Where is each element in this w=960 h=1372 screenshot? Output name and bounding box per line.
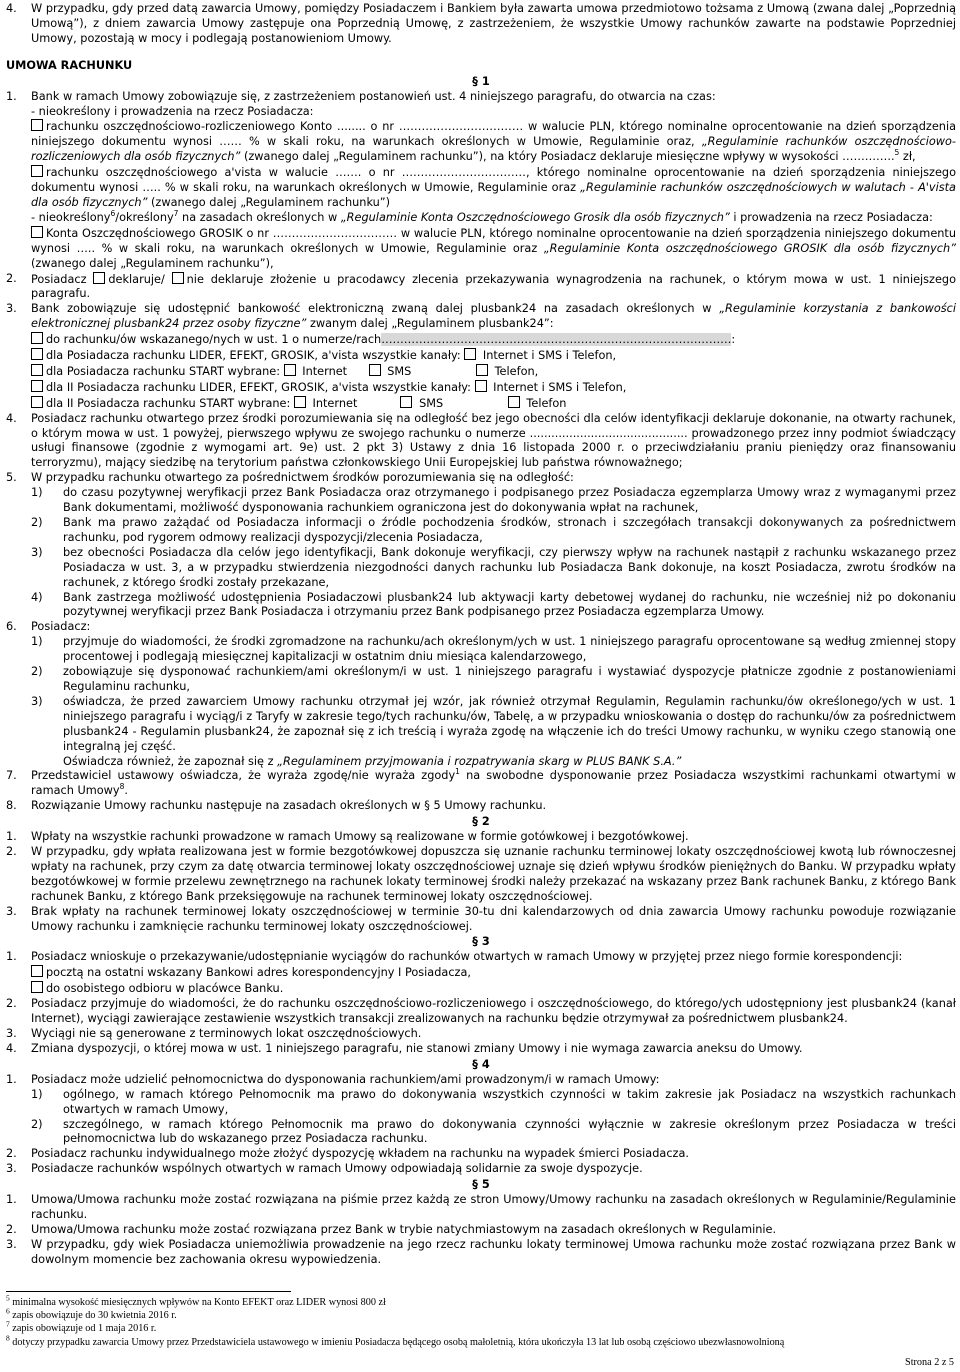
checkbox[interactable]: [31, 396, 43, 408]
paragraph-sign-4: § 4: [472, 1057, 490, 1071]
checkbox[interactable]: [476, 364, 488, 376]
p1-item-6: [6, 620, 956, 635]
item-number: 4.: [6, 2, 17, 15]
p3-item-1: 1. Posiadacz wnioskuje o przekazywanie/udostępnianie wyciągów do rachunków otwartych w ramach Umowy w przyjętej przez niego formie korespondencji:: [6, 950, 903, 964]
checkbox[interactable]: [31, 226, 43, 238]
checkbox[interactable]: [31, 348, 43, 360]
checkbox[interactable]: [369, 364, 381, 376]
checkbox[interactable]: [284, 364, 296, 376]
footnote: $^6$ zapis obowiązuje do 30 kwietnia 2016 r.: [6, 1306, 177, 1322]
checkbox[interactable]: [508, 396, 520, 408]
p5-item-1: 1. Umowa/Umowa rachunku może zostać rozwiązana na piśmie przez każdą ze stron Umowy/Umowy rachunku na zasadach określonych w Regulaminie/Regulaminie rachunku.: [6, 1193, 956, 1222]
item-text: Posiadacz rachunku otwartego przez środki porozumiewania się na odległość bez jego obecności dla celów identyfikacji deklaruje dokonanie, na otwarty rachunek, o którym mowa w ust. 1 powyżej, pierwszego wpływu ze swojego rachunku o numerze ............................................ prowadzonego przez inny podmiot świadczący usługi finansowe (zgodnie z wymogami art. 9e) ust. 2 pkt 3) Ustawy z dnia 16 listopada 2000 r. o przeciwdziałaniu praniu pieniędzy oraz finansowaniu terroryzmu), mający siedzibę na terytorium państwa członkowskiego Unii Europejskiej lub państwa równoważnego;: [31, 411, 956, 470]
statement-option-mail: pocztą na ostatni wskazany Bankowi adres korespondencyjny I Posiadacza,: [6, 965, 956, 981]
item-text: Bank w ramach Umowy zobowiązuje się, z zastrzeżeniem postanowień ust. 4 niniejszego paragrafu, do otwarcia na czas:: [31, 89, 716, 103]
paragraph-sign-1: § 1: [472, 74, 490, 88]
p1-sub-4: 4) Bank zastrzega możliwość udostępnienia Posiadaczowi plusbank24 lub aktywacji karty debetowej wydanej do rachunku, nie wcześniej niż po dokonaniu pozytywnej weryfikacji przez Bank Posiadacza i otrzymaniu przez Bank podpisanego przez Posiadacza egzemplarza Umowy.: [31, 590, 956, 619]
p3-item-4: 4. Zmiana dyspozycji, o której mowa w ust. 1 niniejszego paragrafu, nie stanowi zmiany Umowy i nie wymaga zawarcia aneksu do Umowy.: [6, 1041, 803, 1055]
paragraph-sign-5: § 5: [472, 1178, 490, 1192]
channel-row-3: dla Posiadacza rachunku START wybrane: Internet SMS Telefon,: [6, 364, 956, 380]
page-number: Strona 2 z 5: [905, 1357, 954, 1368]
p1-item-1: [6, 90, 956, 105]
checkbox[interactable]: [93, 272, 105, 284]
item-text: W przypadku, gdy przed datą zawarcia Umowy, pomiędzy Posiadaczem i Bankiem była zawarta umowa przedmiotowo tożsama z Umową (zwana dalej „Poprzednią Umową”), z dniem zawarcia Umowy zastępuje ona Poprzednią Umowę, z zastrzeżeniem, że wszystkie Umowy rachunków zawarte na podstawie Poprzedniej Umowy, pozostają w mocy i podlegają postanowieniom Umowy.: [31, 2, 956, 45]
p2-item-3: 3. Brak wpłaty na rachunek terminowej lokaty oszczędnościowej w terminie 30-tu dni kalendarzowych od dnia zawarcia Umowy rachunku powoduje rozwiązanie Umowy rachunku i zamknięcie rachunku terminowej lokaty oszczędnościowej.: [6, 904, 956, 933]
account-option-grosik: Konta Oszczędnościowego GROSIK o nr …………………………… w walucie PLN, którego nominalne oprocentowanie na dzień sporządzenia niniejszego dokumentu wynosi ….. % w skali roku, na warunkach określonych w Umowie, Regulaminie oraz „Regulaminie Konta oszczędnościowego GROSIK dla osób fizycznych” (zwanego dalej „Regulaminem rachunku”),: [31, 226, 957, 270]
item-text: W przypadku rachunku otwartego za pośrednictwem środków porozumiewania się na odległość:: [31, 471, 574, 485]
p5-item-2: 2. Umowa/Umowa rachunku może zostać rozwiązana przez Bank w trybie natychmiastowym na zasadach określonych w Regulaminie.: [6, 1222, 777, 1236]
checkbox[interactable]: [294, 396, 306, 408]
p5-item-3: 3. W przypadku, gdy wiek Posiadacza uniemożliwia prowadzenie na jego rzecz rachunku lokaty terminowej Umowa rachunku może zostać rozwiązana przez Bank w dowolnym momencie bez zachowania okresu wypowiedzenia.: [6, 1237, 956, 1266]
item-number: 6.: [6, 620, 17, 634]
complaints-statement: Oświadcza również, że zapoznał się z „Regulaminem przyjmowania i rozpatrywania skarg w PLUS BANK S.A.”: [63, 754, 682, 768]
item-number: 3.: [6, 302, 17, 316]
checkbox[interactable]: [475, 380, 487, 392]
checkbox[interactable]: [31, 332, 43, 344]
p4-item-1: 1. Posiadacz może udzielić pełnomocnictwa do dysponowania rachunkiem/ami prowadzonym/i w ramach Umowy:: [6, 1072, 660, 1086]
p1-item-3: [6, 302, 956, 332]
item-text: Rozwiązanie Umowy rachunku następuje na zasadach określonych w § 5 Umowy rachunku.: [31, 799, 547, 813]
p2-item-1: 1. Wpłaty na wszystkie rachunki prowadzone w ramach Umowy są realizowane w formie gotówkowej i bezgotówkowej.: [6, 830, 689, 844]
item-number: 1.: [6, 89, 17, 103]
intro-item: [6, 2, 956, 47]
checkbox[interactable]: [464, 348, 476, 360]
p1-item-8: [6, 799, 956, 814]
footnote: $^5$ minimalna wysokość miesięcznych wpływów na Konto EFEKT oraz LIDER wynosi 800 zł: [6, 1293, 386, 1308]
document-page: [6, 2, 956, 1268]
account-option-avista: rachunku oszczędnościowego a'vista w walucie ……. o nr ……………………………, którego nominalne oprocentowanie na dzień sporządzenia niniejszego dokumentu wynosi ….. % w skali roku, na warunkach określonych w Umowie, Regulaminie oraz „Regulaminie rachunków oszczędnościowych w walutach - A'vista dla osób fizycznych” (zwanego dalej „Regulaminem rachunku”): [31, 166, 956, 209]
grosik-term-line: - nieokreślony$^6$/określony$^7$ na zasadach określonych w „Regulaminie Konta Oszczędnościowego Grosik dla osób fizycznych” i prowadzenia na rzecz Posiadacza:: [31, 209, 933, 224]
p1-item-7: [6, 769, 956, 799]
footnote: $^8$ dotyczy przypadku zawarcia Umowy przez Przedstawiciela ustawowego w imieniu Posiadacza będącego osobą małoletnią, która ukończyła 13 lat lub osobą częściowo ubezwłasnowolnioną: [6, 1333, 785, 1348]
p1-6-sub-2: 2) zobowiązuje się dysponować rachunkiem/ami określonym/i w ust. 1 niniejszego paragrafu i wystawiać dyspozycje płatnicze zgodnie z postanowieniami Regulaminu rachunku,: [31, 665, 956, 693]
footnote: $^7$ zapis obowiązuje od 1 maja 2016 r.: [6, 1320, 157, 1335]
footnotes: [6, 1293, 956, 1349]
section-title: UMOWA RACHUNKU: [6, 58, 133, 72]
p1-item-4: [6, 412, 956, 472]
p1-sub-2: 2) Bank ma prawo zażądać od Posiadacza informacji o źródle pochodzenia środków, stronach i szczegółach transakcji dokonywanych za pośrednictwem rachunku, pod rygorem odmowy realizacji dyspozycji/zlecenia Posiadacza,: [31, 516, 956, 544]
term-line: - nieokreślony i prowadzenia na rzecz Posiadacza:: [31, 104, 314, 118]
item-text: Posiadacz:: [31, 620, 91, 634]
p3-item-3: 3. Wyciągi nie są generowane z terminowych lokat oszczędnościowych.: [6, 1027, 422, 1040]
checkbox[interactable]: [31, 165, 43, 177]
channel-row-1: do rachunku/ów wskazanego/nych w ust. 1 o numerze/rach…………………………………………………………………………………:: [6, 332, 956, 348]
item-number: 8.: [6, 799, 17, 813]
p1-item-5: [6, 471, 956, 486]
item-text: Posiadacz deklaruje/ nie deklaruje złożenie u pracodawcy zlecenia przekazywania wynagrodzenia na rachunek, o którym mowa w ust. 1 niniejszego paragrafu.: [31, 272, 957, 301]
p4-item-2: 2. Posiadacz rachunku indywidualnego może złożyć dyspozycję wkładem na rachunku na wypadek śmierci Posiadacza.: [6, 1147, 689, 1161]
p1-6-sub-1: 1) przyjmuje do wiadomości, że środki zgromadzone na rachunku/ach określonym/ych w ust. 1 niniejszego paragrafu oprocentowane są według zmiennej stopy procentowej i podlegają miesięcznej kapitalizacji w ostatnim dniu miesiąca kalendarzowego,: [31, 635, 956, 664]
checkbox[interactable]: [31, 380, 43, 392]
footnote-separator: [6, 1291, 291, 1292]
checkbox[interactable]: [31, 119, 43, 131]
item-text: Bank zobowiązuje się udostępnić bankowość elektroniczną zwaną dalej plusbank24 na zasadach określonych w „Regulaminie korzystania z bankowości elektronicznej plusbank24 przez osoby fizyczne” zwanym dalej „Regulaminem plusbank24”:: [31, 302, 957, 331]
p1-sub-3: 3) bez obecności Posiadacza dla celów jego identyfikacji, Bank dokonuje weryfikacji, czy pierwszy wpływ na rachunek nastąpił z rachunku wskazanego przez Posiadacza w ust. 3, a w przypadku stwierdzenia niezgodności danych rachunku lub Posiadacza Bank dokonuje, na koszt Posiadacza, zwrotu środków na rachunek, z którego środki zostały przekazane,: [31, 545, 956, 589]
item-number: 7.: [6, 769, 17, 783]
p1-6-sub-3: 3) oświadcza, że przed zawarciem Umowy rachunku otrzymał jej wzór, jak również otrzymał Regulamin, Regulamin rachunku/ów określonego/ych w ust. 1 niniejszego paragrafu i wyciąg/i z Taryfy w zakresie tego/tych rachunku/ów, Tabelę, a w przypadku wnioskowania o dostęp do rachunku/ów za pośrednictwem plusbank24 - Regulamin plusbank24, że zapoznał się z ich treścią i wyraża zgodę na włączenie ich do treści Umowy rachunku, w wyniku czego stanowią one integralną jej część.: [31, 694, 956, 753]
item-text: Przedstawiciel ustawowy oświadcza, że wyraża zgodę/nie wyraża zgody$^1$ na swobodne dysponowanie przez Posiadacza wszystkimi rachunkami otwartymi w ramach Umowy$^8$.: [31, 767, 957, 798]
p4-item-3: 3. Posiadacze rachunków wspólnych otwartych w ramach Umowy odpowiadają solidarnie za swoje dyspozycje.: [6, 1162, 643, 1176]
account-option-ror: rachunku oszczędnościowo-rozliczeniowego Konto ........ o nr …………………………… w walucie PLN, którego nominalne oprocentowanie na dzień sporządzenia niniejszego dokumentu wynosi …… % w skali roku, na warunkach określonych w Umowie, Regulaminie oraz, „Regulaminie rachunków oszczędnościowo-rozliczeniowych dla osób fizycznych” (zwanego dalej „Regulaminem rachunku”), na który Posiadacz deklaruje miesięczne wpływy w wysokości …………..$^5$ zł,: [31, 120, 957, 164]
item-number: 4.: [6, 411, 17, 425]
checkbox[interactable]: [31, 981, 43, 993]
item-number: 5.: [6, 471, 17, 485]
statement-option-branch: do osobistego odbioru w placówce Banku.: [6, 981, 956, 997]
p4-sub-1: 1) ogólnego, w ramach którego Pełnomocnik ma prawo do dokonywania wszystkich czynności w takim zakresie jak Posiadacz na wszystkich rachunkach otwartych w ramach Umowy,: [31, 1087, 956, 1116]
p1-sub-1: 1) do czasu pozytywnej weryfikacji przez Bank Posiadacza oraz otrzymanego i podpisanego przez Posiadacza egzemplarza Umowy wraz z wymaganymi przez Bank dokumentami, możliwość dysponowania rachunkiem ograniczona jest do dokonywania wpłat na rachunek,: [31, 486, 956, 515]
item-number: 2.: [6, 271, 17, 285]
checkbox[interactable]: [400, 396, 412, 408]
checkbox[interactable]: [31, 965, 43, 977]
checkbox[interactable]: [172, 272, 184, 284]
channel-row-5: dla II Posiadacza rachunku START wybrane: Internet SMS Telefon: [6, 396, 956, 412]
p2-item-2: 2. W przypadku, gdy wpłata realizowana jest w formie bezgotówkowej dopuszcza się uznanie rachunku terminowej lokaty oszczędnościowej kwotą lub równoczesnej wpłaty na rachunek, przy czym za datę otwarcia terminowej lokaty oszczędnościowej uznaje się dzień wpływu środków pieniężnych do Banku. W przypadku wpłaty bezgotówkowej w formie przelewu zewnętrznego na rachunek lokaty terminowej środki należy przekazać na wskazany przez Bank rachunek Banku, z którego Bank rachunek Banku, z którego Bank przeksięgowuje na rachunek terminowej lokaty oszczędnościowej.: [6, 845, 956, 903]
channel-row-2: dla Posiadacza rachunku LIDER, EFEKT, GROSIK, a'vista wszystkie kanały: Internet i SMS i Telefon,: [6, 348, 956, 364]
p1-item-2: [6, 272, 956, 303]
p4-sub-2: 2) szczególnego, w ramach którego Pełnomocnik ma prawo do dokonywania czynności wyłącznie w zakresie określonym przez Posiadacza w treści pełnomocnictwa lub do wskazanego przez Posiadacza rachunku.: [31, 1117, 956, 1146]
checkbox[interactable]: [31, 364, 43, 376]
paragraph-sign-2: § 2: [472, 815, 490, 829]
p3-item-2: 2. Posiadacz przyjmuje do wiadomości, że do rachunku oszczędnościowo-rozliczeniowego i oszczędnościowego, do którego/ych udostępniony jest plusbank24 (kanał Internet), wyciągi zawierające zestawienie wszystkich transakcji zrealizowanych na rachunku będzie otrzymywał za pośrednictwem plusbank24.: [6, 997, 956, 1026]
paragraph-sign-3: § 3: [472, 935, 490, 949]
channel-row-4: dla II Posiadacza rachunku LIDER, EFEKT, GROSIK, a'vista wszystkie kanały: Internet i SMS i Telefon,: [6, 380, 956, 396]
